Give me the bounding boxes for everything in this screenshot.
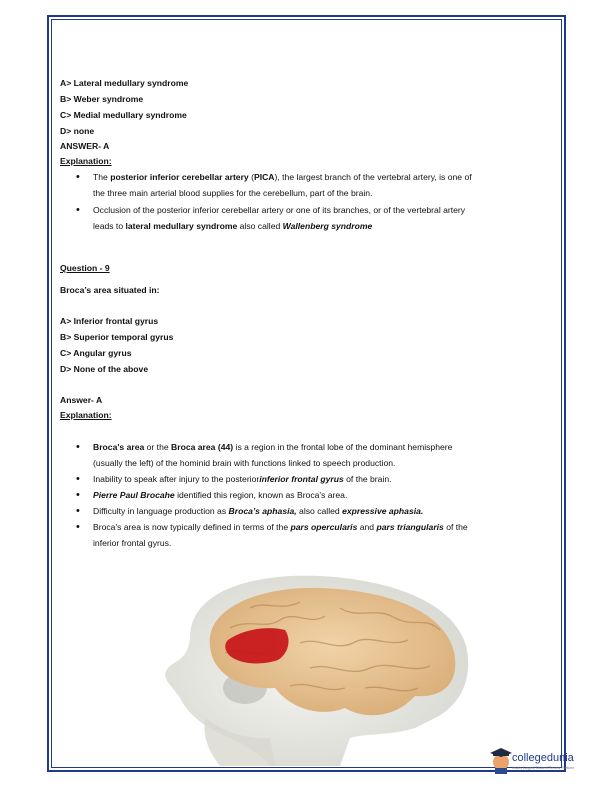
q8-explanation-heading: Explanation: [60, 156, 112, 166]
bullet: • [76, 505, 80, 517]
bullet: • [76, 473, 80, 485]
q8-option-d: D> none [60, 126, 95, 136]
bullet: • [76, 171, 80, 183]
q9-bullet-4: Difficulty in language production as Broca’s aphasia, also called expressive aphasia. [93, 506, 424, 516]
q9-bullet-2: Inability to speak after injury to the posteriorinferior frontal gyrus of the brain. [93, 474, 392, 484]
q9-question: Broca’s area situated in: [60, 285, 160, 295]
q9-option-d: D> None of the above [60, 364, 149, 374]
q9-option-a: A> Inferior frontal gyrus [60, 316, 159, 326]
q8-bullet-2-line-1: Occlusion of the posterior inferior cerebellar artery or one of its branches, or of the vertebral artery [93, 205, 466, 215]
q9-bullet-5-line-2: inferior frontal gyrus. [93, 538, 172, 548]
q8-bullet-1-line-2: the three main arterial blood supplies for the cerebellum, part of the brain. [93, 188, 373, 198]
q9-bullet-5-line-1: Broca's area is now typically defined in terms of the pars opercularis and pars triangularis of the [93, 522, 468, 532]
q9-heading: Question - 9 [60, 263, 110, 273]
q9-bullet-1-line-1: Broca's area or the Broca area (44) is a region in the frontal lobe of the dominant hemisphere [93, 442, 453, 452]
q9-option-c: C> Angular gyrus [60, 348, 132, 358]
collegedunia-logo-text: collegedunia [512, 752, 574, 764]
q8-answer: ANSWER- A [60, 141, 110, 151]
q8-option-b: B> Weber syndrome [60, 94, 144, 104]
bullet: • [76, 521, 80, 533]
q9-answer: Answer- A [60, 395, 103, 405]
q9-option-b: B> Superior temporal gyrus [60, 332, 174, 342]
q8-option-a: A> Lateral medullary syndrome [60, 78, 189, 88]
q8-option-c: C> Medial medullary syndrome [60, 110, 187, 120]
bullet: • [76, 204, 80, 216]
collegedunia-tagline: India's Largest Student Review Platform [512, 766, 575, 770]
q9-explanation-heading: Explanation: [60, 410, 112, 420]
bullet: • [76, 441, 80, 453]
q9-bullet-3: Pierre Paul Brocahe identified this region, known as Broca's area. [93, 490, 348, 500]
brain-skull-illustration [150, 568, 482, 768]
q8-bullet-1-line-1: The posterior inferior cerebellar artery (PICA), the largest branch of the vertebral artery, is one of [93, 172, 472, 182]
q9-bullet-1-line-2: (usually the left) of the hominid brain with functions linked to speech production. [93, 458, 396, 468]
bullet: • [76, 489, 80, 501]
q8-bullet-2-line-2: leads to lateral medullary syndrome also called Wallenberg syndrome [93, 221, 373, 231]
